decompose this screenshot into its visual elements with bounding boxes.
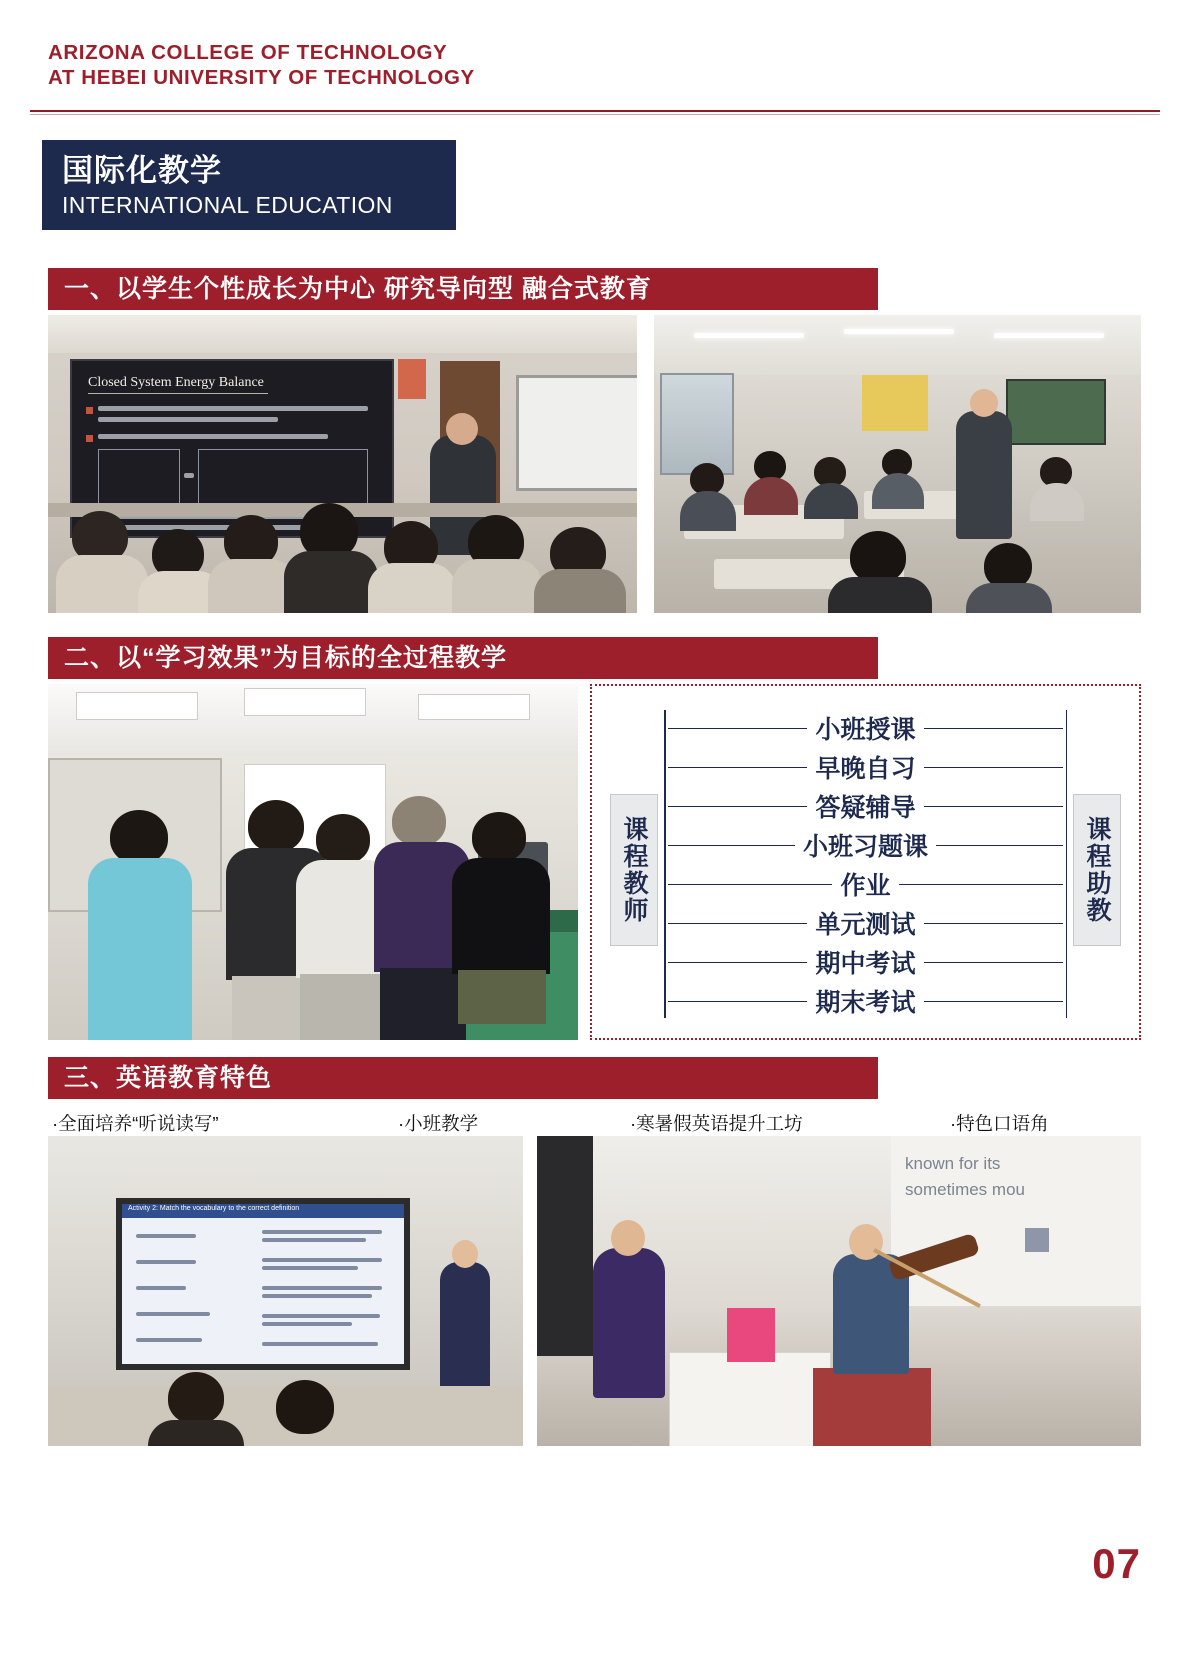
flow-step-label: 答疑辅导 xyxy=(807,788,923,824)
flow-right-role xyxy=(1073,794,1121,946)
page-title-cn: 国际化教学 xyxy=(62,153,222,188)
flow-step xyxy=(668,942,1063,981)
workshop-slide-line-1: known for its xyxy=(905,1154,1001,1173)
section-bar-3: 三、英语教育特色 xyxy=(48,1057,878,1099)
flow-right-role-label: 课程助教 xyxy=(1083,816,1111,924)
flow-step xyxy=(668,981,1063,1020)
page-number: 07 xyxy=(1092,1540,1141,1587)
header-line-1: ARIZONA COLLEGE OF TECHNOLOGY xyxy=(48,41,448,64)
lecture-slide-title: Closed System Energy Balance xyxy=(88,375,264,390)
flow-step-label: 作业 xyxy=(832,866,898,902)
english-class-slide xyxy=(116,1198,410,1370)
english-slide-title: Activity 2: Match the vocabulary to the correct definition xyxy=(128,1205,300,1212)
flow-spine-right xyxy=(1066,710,1068,1018)
flow-step xyxy=(668,864,1063,903)
photo-lecture-hall xyxy=(48,315,637,613)
header-line-2: AT HEBEI UNIVERSITY OF TECHNOLOGY xyxy=(48,66,475,89)
flow-step-label: 小班习题课 xyxy=(795,827,936,863)
workshop-slide-line-2: sometimes mou xyxy=(905,1180,1025,1199)
flow-step xyxy=(668,708,1063,747)
flow-left-role-label: 课程教师 xyxy=(620,816,648,924)
flow-spine-left xyxy=(664,710,666,1018)
flow-step xyxy=(668,903,1063,942)
caption-small-class: ·小班教学 xyxy=(398,1113,479,1134)
header-divider-thin xyxy=(30,114,1160,115)
caption-listening-speaking: ·全面培养“听说读写” xyxy=(52,1113,219,1134)
page-title xyxy=(42,140,456,230)
flow-step xyxy=(668,825,1063,864)
header-divider xyxy=(30,110,1160,112)
photo-lab-visit xyxy=(48,684,578,1040)
section-bar-1: 一、以学生个性成长为中心 研究导向型 融合式教育 xyxy=(48,268,878,310)
caption-speaking-corner: ·特色口语角 xyxy=(950,1113,1049,1134)
section-bar-2: 二、以“学习效果”为目标的全过程教学 xyxy=(48,637,878,679)
flow-step-label: 小班授课 xyxy=(807,710,923,746)
photo-classroom-groupwork xyxy=(654,315,1141,613)
photo-speaking-corner xyxy=(537,1136,1141,1446)
flow-step xyxy=(668,747,1063,786)
page-title-en: INTERNATIONAL EDUCATION xyxy=(62,192,393,218)
flow-step-label: 单元测试 xyxy=(807,905,923,941)
document-header xyxy=(48,40,1141,90)
teaching-process-diagram xyxy=(590,684,1141,1040)
flow-step-label: 期中考试 xyxy=(807,944,923,980)
flow-left-role xyxy=(610,794,658,946)
flow-step xyxy=(668,786,1063,825)
caption-holiday-workshop: ·寒暑假英语提升工坊 xyxy=(630,1113,803,1134)
flow-step-label: 早晚自习 xyxy=(807,749,923,785)
flow-step-label: 期末考试 xyxy=(807,983,923,1019)
photo-english-class xyxy=(48,1136,523,1446)
